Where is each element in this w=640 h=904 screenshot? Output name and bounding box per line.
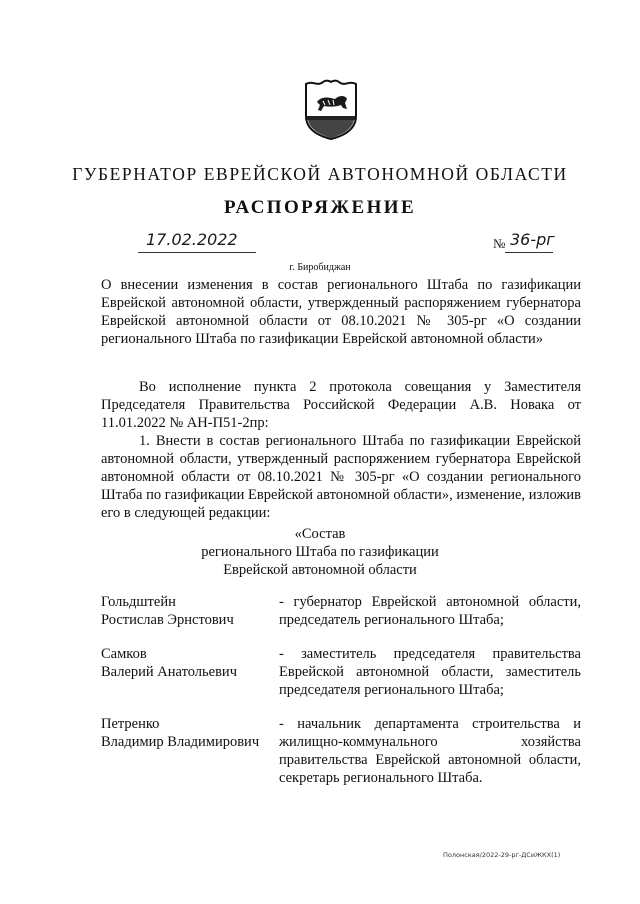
composition-heading-line: Еврейской автономной области [223,562,417,578]
document-type: РАСПОРЯЖЕНИЕ [223,197,417,218]
member-role: - заместитель председателя правительства Еврейской автономной области, заместитель председателя регионального Штаба; [279,646,581,698]
date-underline [138,252,256,253]
member-given-names: Ростислав Эрнстович [101,612,234,628]
member-entry [101,715,581,787]
footer-reference: Полонская/2022-29-рг-ДСиЖКХ(1) [443,851,561,859]
member-given-names: Владимир Владимирович [101,734,260,750]
number-sign: № [493,236,506,251]
member-role: - начальник департамента строительства и жилищно-коммунального хозяйства правительства Еврейской автономной области, секретарь регионального Штаба. [279,716,581,786]
member-list [101,593,581,803]
handwritten-date: 17.02.2022 [146,230,238,249]
subject-block: О внесении изменения в состав регионального Штаба по газификации Еврейской автономной области, утвержденный распоряжением губернатора Еврейской автономной области от 08.10.2021 № 305-рг «О создании регионального Штаба по газификации Еврейской автономной области» [101,277,581,347]
issuer-title: ГУБЕРНАТОР ЕВРЕЙСКОЙ АВТОНОМНОЙ ОБЛАСТИ [72,164,568,184]
member-surname: Самков [101,646,147,662]
city-label: г. Биробиджан [289,262,351,273]
composition-heading-line: «Состав [294,526,346,542]
member-given-names: Валерий Анатольевич [101,664,237,680]
paragraph-basis: Во исполнение пункта 2 протокола совещания у Заместителя Председателя Правительства Российской Федерации А.В. Новака от 11.01.2022 № АН-П51-2пр: [101,379,581,431]
member-role: - губернатор Еврейской автономной области, председатель регионального Штаба; [279,594,581,628]
member-surname: Петренко [101,716,160,732]
paragraph-order-1: 1. Внести в состав регионального Штаба по газификации Еврейской автономной области, утвержденный распоряжением губернатора Еврейской автономной области от 08.10.2021 № 305-рг «О создании регионального Штаба по газификации Еврейской автономной области», изменение, изложив его в следующей редакции: [101,433,581,521]
composition-heading-line: регионального Штаба по газификации [201,544,439,560]
number-underline [505,252,553,253]
coat-of-arms-emblem [303,78,359,140]
member-name [101,593,279,629]
member-surname: Гольдштейн [101,594,176,610]
member-entry [101,645,581,699]
member-entry [101,593,581,629]
member-name [101,645,279,699]
member-name [101,715,279,787]
handwritten-number: 36-рг [510,230,555,249]
